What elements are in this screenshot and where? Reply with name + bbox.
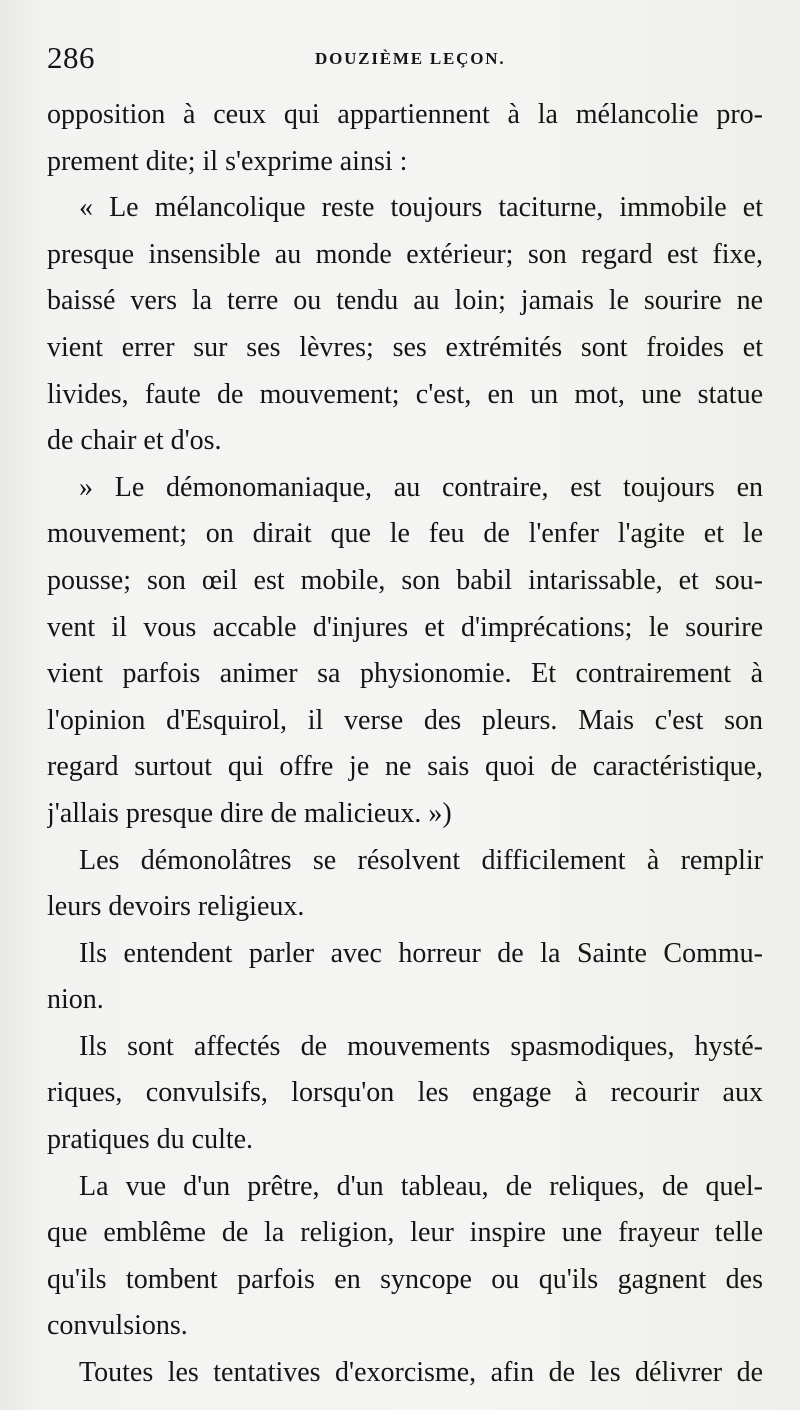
running-head: DOUZIÈME LEÇON. [315,49,506,68]
text-line: de chair et d'os. [47,425,222,457]
text-line: regard surtout qui offre je ne sais quoi de caractéristique, [47,751,763,783]
text-line: j'allais presque dire de malicieux. ») [47,797,452,829]
text-line: l'opinion d'Esquirol, il verse des pleurs. Mais c'est son [47,704,763,736]
text-line: « Le mélancolique reste toujours taciturne, immobile et [79,192,763,224]
text-line: » Le démonomaniaque, au contraire, est toujours en [79,471,763,503]
text-line: prement dite; il s'exprime ainsi : [47,145,408,177]
text-line: Les démonolâtres se résolvent difficilement à remplir [79,844,763,876]
text-line: Ils sont affectés de mouvements spasmodiques, hysté- [79,1030,763,1062]
text-line: Toutes les tentatives d'exorcisme, afin de les délivrer de [79,1357,763,1389]
text-line: La vue d'un prêtre, d'un tableau, de reliques, de quel- [79,1170,763,1202]
text-line: convulsions. [47,1310,188,1342]
text-line: riques, convulsifs, lorsqu'on les engage à recourir aux [47,1077,763,1109]
text-line: pousse; son œil est mobile, son babil intarissable, et sou- [47,564,763,596]
text-line: mouvement; on dirait que le feu de l'enfer l'agite et le [47,518,763,550]
page-header [47,40,763,76]
text-line: nion. [47,984,104,1016]
text-line: qu'ils tombent parfois en syncope ou qu'ils gagnent des [47,1263,763,1295]
text-line: vent il vous accable d'injures et d'imprécations; le sourire [47,611,763,643]
page-number: 286 [47,40,95,75]
page-body-text [47,92,763,1397]
text-line: opposition à ceux qui appartiennent à la mélancolie pro- [47,99,763,130]
text-line: que emblême de la religion, leur inspire une frayeur telle [47,1217,763,1249]
text-line: leurs devoirs religieux. [47,891,305,923]
text-line: vient errer sur ses lèvres; ses extrémités sont froides et [47,331,763,363]
text-line: pratiques du culte. [47,1124,254,1156]
text-line: presque insensible au monde extérieur; son regard est fixe, [47,238,763,270]
text-line: Ils entendent parler avec horreur de la Sainte Commu- [79,937,763,969]
text-line: vient parfois animer sa physionomie. Et contrairement à [47,658,763,690]
text-line: livides, faute de mouvement; c'est, en un mot, une statue [47,378,763,410]
text-line: baissé vers la terre ou tendu au loin; jamais le sourire ne [47,285,763,317]
